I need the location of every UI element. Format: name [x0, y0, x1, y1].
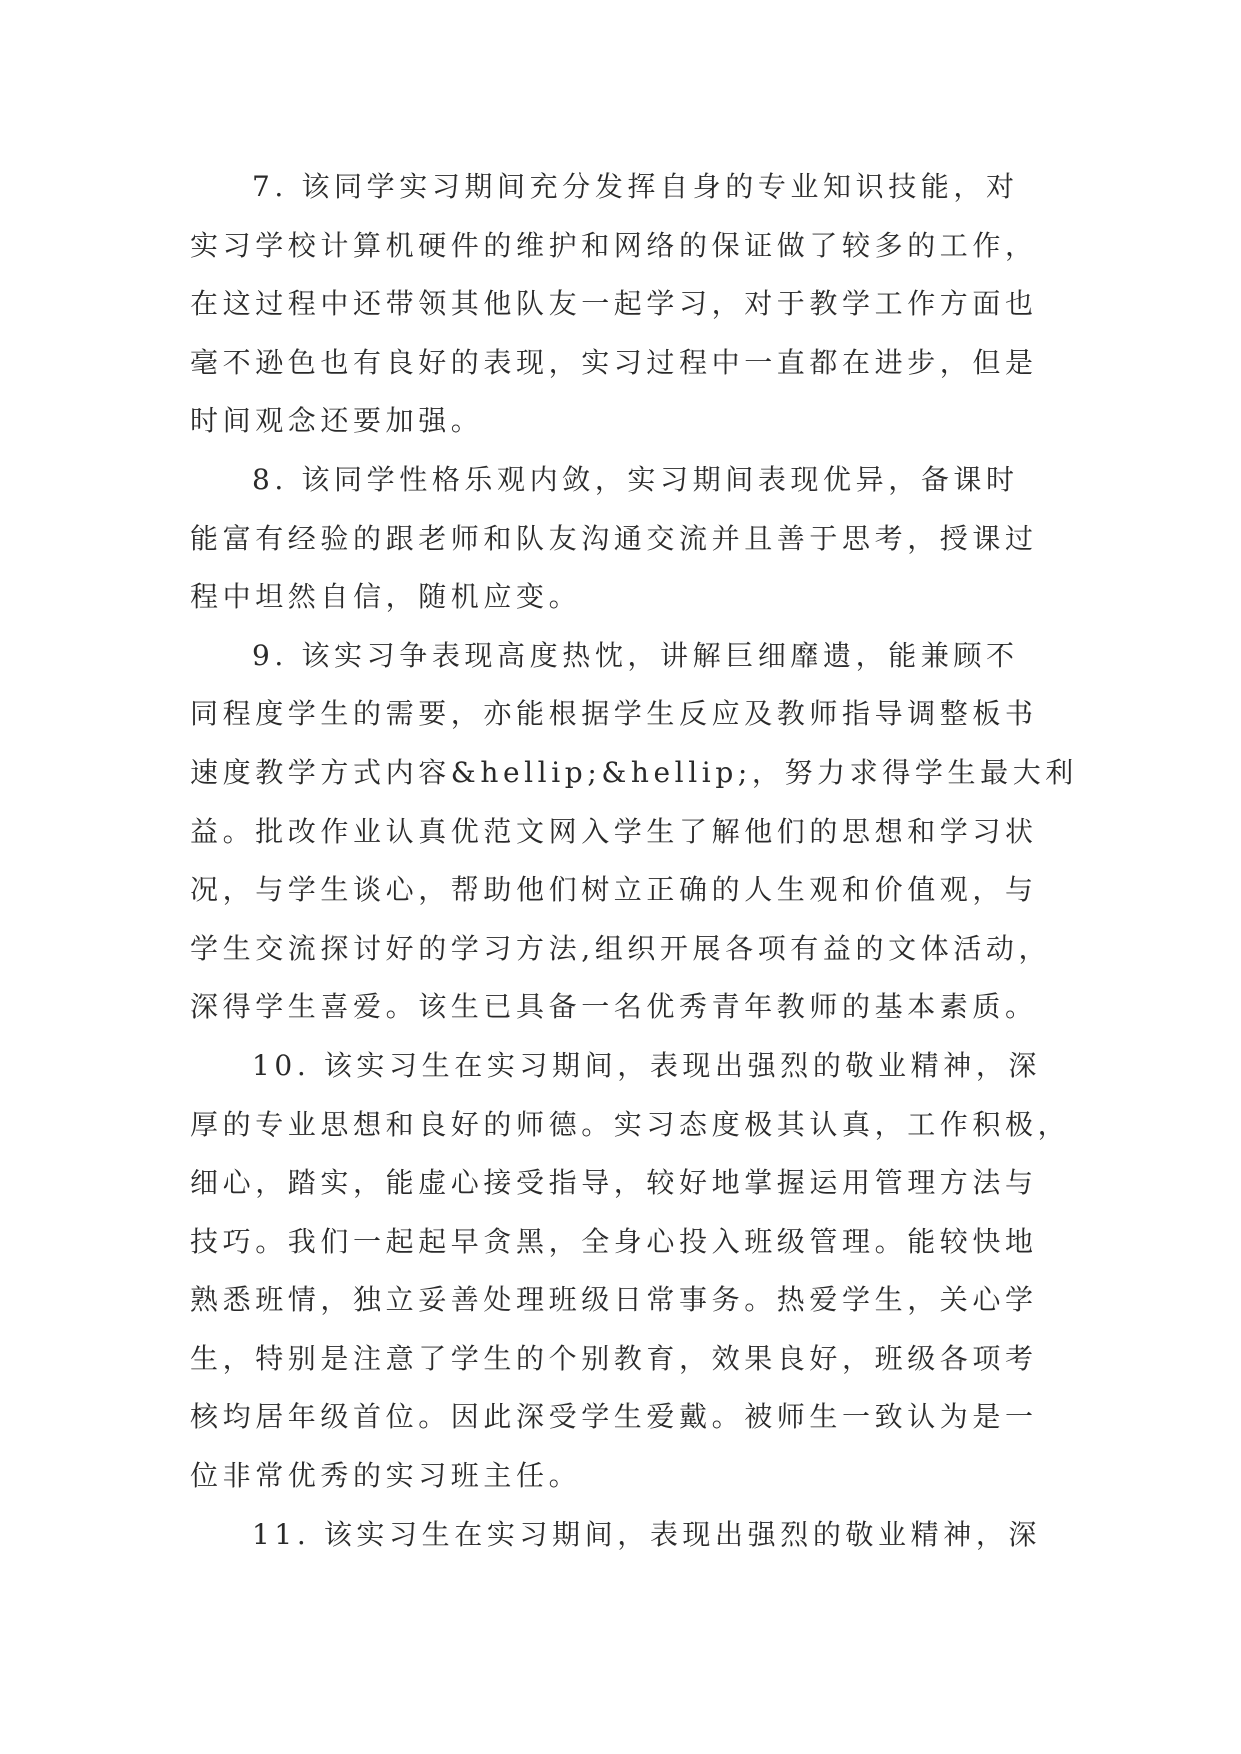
text-line: 8. 该同学性格乐观内敛，实习期间表现优异，备课时: [252, 462, 1019, 496]
text-line: 生，特别是注意了学生的个别教育，效果良好，班级各项考: [190, 1341, 1038, 1375]
document-body: [190, 158, 1078, 1564]
text-line: 在这过程中还带领其他队友一起学习，对于教学工作方面也: [190, 287, 1038, 321]
text-line: 同程度学生的需要，亦能根据学生反应及教师指导调整板书: [190, 697, 1038, 731]
paragraph-7: [190, 158, 1070, 451]
text-line: 能富有经验的跟老师和队友沟通交流并且善于思考，授课过: [190, 521, 1038, 555]
text-line: 深得学生喜爱。该生已具备一名优秀青年教师的基本素质。: [190, 990, 1038, 1024]
text-line: 10. 该实习生在实习期间，表现出强烈的敬业精神，深: [252, 1048, 1042, 1082]
text-line: 速度教学方式内容&hellip;&hellip;，努力求得学生最大利: [190, 755, 1078, 789]
paragraph-11: [190, 1506, 1070, 1565]
text-line: 技巧。我们一起起早贪黑，全身心投入班级管理。能较快地: [190, 1224, 1038, 1258]
text-line: 学生交流探讨好的学习方法,组织开展各项有益的文体活动，: [190, 931, 1052, 965]
text-line: 时间观念还要加强。: [190, 404, 484, 438]
text-line: 核均居年级首位。因此深受学生爱戴。被师生一致认为是一: [190, 1400, 1038, 1434]
text-line: 毫不逊色也有良好的表现，实习过程中一直都在进步，但是: [190, 345, 1038, 379]
text-line: 熟悉班情，独立妥善处理班级日常事务。热爱学生，关心学: [190, 1283, 1038, 1317]
text-line: 况，与学生谈心，帮助他们树立正确的人生观和价值观，与: [190, 873, 1038, 907]
text-line: 7. 该同学实习期间充分发挥自身的专业知识技能，对: [252, 170, 1019, 203]
text-line: 细心，踏实，能虚心接受指导，较好地掌握运用管理方法与: [190, 1166, 1038, 1200]
text-line: 11. 该实习生在实习期间，表现出强烈的敬业精神，深: [252, 1517, 1042, 1551]
text-line: 9. 该实习争表现高度热忱，讲解巨细靡遗，能兼顾不: [252, 638, 1019, 672]
text-line: 程中坦然自信，随机应变。: [190, 580, 582, 614]
paragraph-9: [190, 627, 1078, 1037]
text-line: 益。批改作业认真优范文网入学生了解他们的思想和学习状: [190, 814, 1038, 848]
text-line: 厚的专业思想和良好的师德。实习态度极其认真，工作积极，: [190, 1107, 1071, 1141]
text-line: 实习学校计算机硬件的维护和网络的保证做了较多的工作，: [190, 228, 1038, 262]
paragraph-8: [190, 451, 1070, 627]
paragraph-10: [190, 1037, 1070, 1506]
text-line: 位非常优秀的实习班主任。: [190, 1459, 582, 1493]
